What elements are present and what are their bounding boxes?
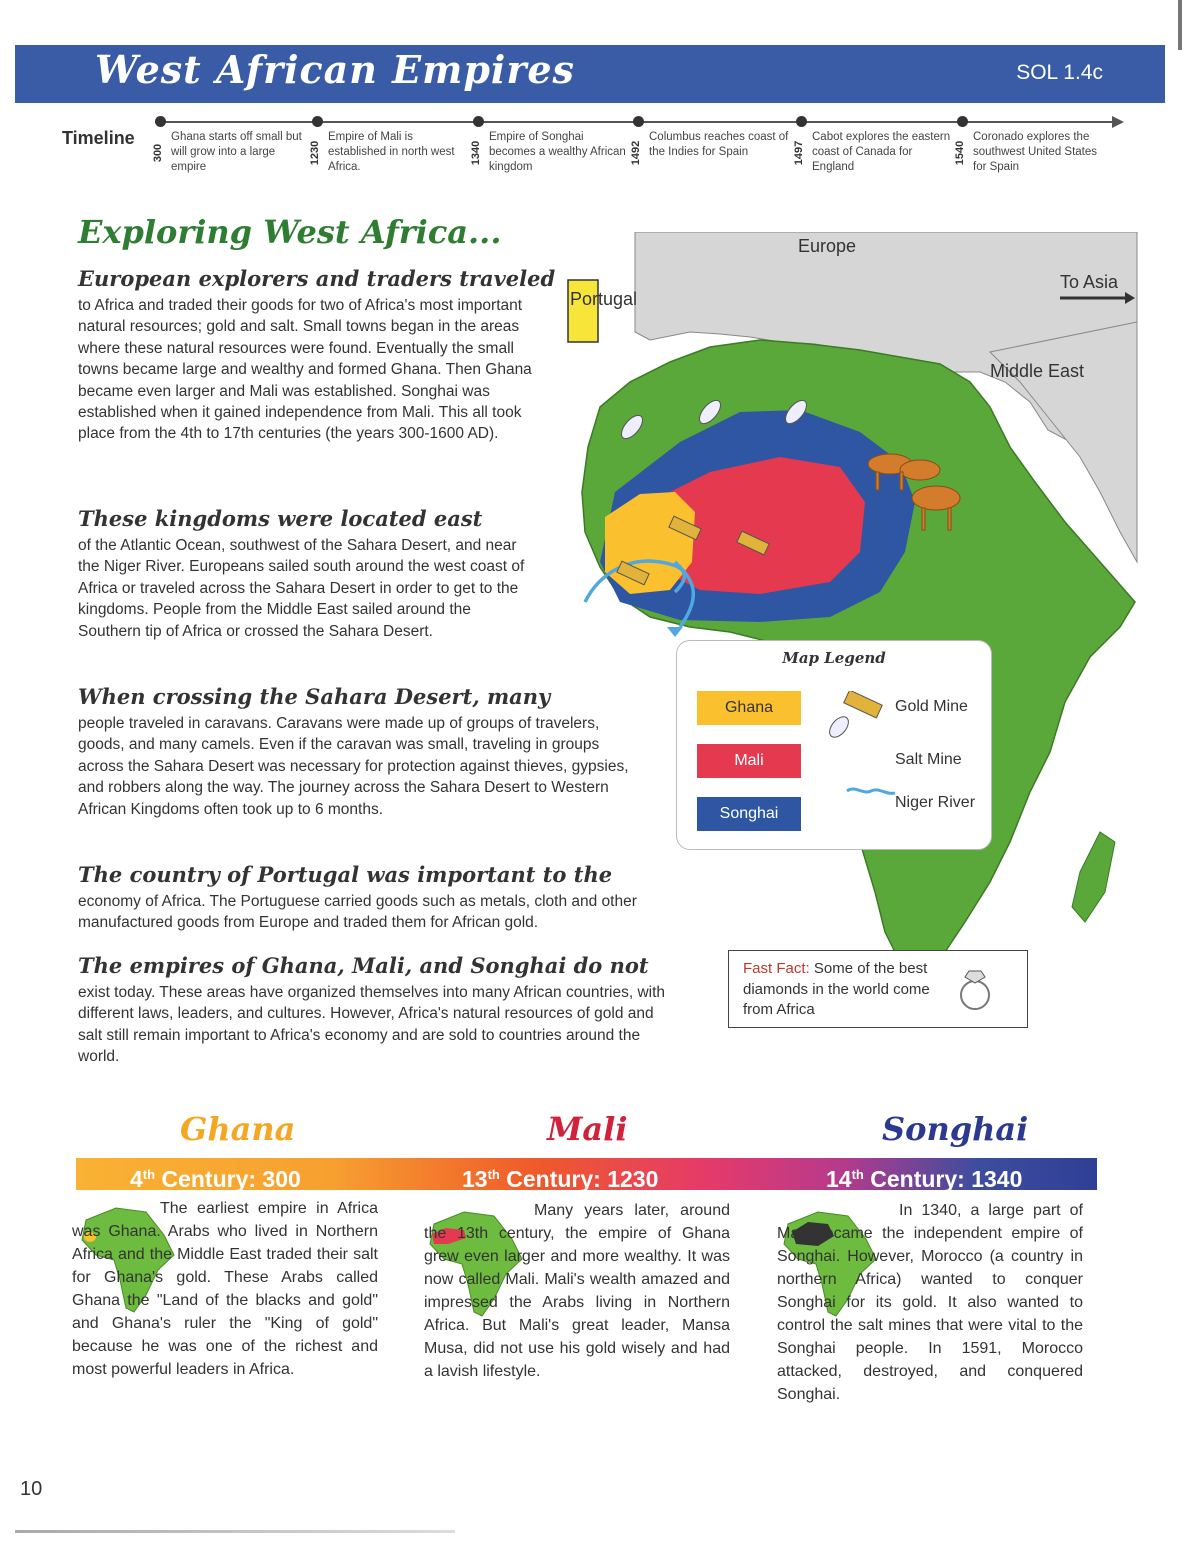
legend-ghana-swatch: Ghana (697, 691, 801, 725)
paragraph-heading: When crossing the Sahara Desert, many (78, 684, 551, 709)
paragraph-heading: The country of Portugal was important to the (78, 862, 613, 887)
timeline-dot (796, 116, 807, 127)
paragraph-body: exist today. These areas have organized themselves into many African countries, with different laws, leaders, and cultures. However, Africa's natural resources of gold and salt still remain important to Africa's economy and are sold to countries around the world. (78, 984, 666, 1066)
paragraph-heading: The empires of Ghana, Mali, and Songhai do not (78, 953, 649, 978)
paragraph-body: economy of Africa. The Portuguese carried goods such as metals, cloth and other manufactured goods from Europe and traded them for African gold. (78, 893, 637, 932)
timeline-label: Timeline (62, 128, 135, 148)
fast-fact-box (728, 950, 1028, 1028)
timeline-year: 300 (152, 143, 164, 163)
timeline-event-text: Empire of Mali is established in north west Africa. (328, 131, 455, 173)
map-legend (676, 640, 992, 850)
legend-icons (827, 691, 895, 831)
niger-river-icon (847, 789, 895, 793)
sol-code: SOL 1.4c (1016, 61, 1103, 84)
empire-heading-mali: Mali (547, 1110, 628, 1148)
map-label-middle-east: Middle East (990, 361, 1085, 381)
map-label-to-asia: To Asia (1060, 272, 1119, 292)
legend-title: Map Legend (782, 649, 886, 667)
timeline-dot (957, 116, 968, 127)
timeline-dot (155, 116, 166, 127)
africa-map-svg (560, 232, 1140, 1022)
timeline-dot (312, 116, 323, 127)
ghana-text: The earliest empire in Africa was Ghana. Arabs who lived in Northern Africa and the Middle East traded their salt for Ghana's gold. These Arabs called Ghana the "Land of the blacks and gold" and Ghana's ruler the "King of gold" because he was one of the richest and most powerful leaders in Africa. (72, 1200, 378, 1378)
header-bar (15, 45, 1165, 103)
page-title: West African Empires (95, 47, 575, 92)
empire-heading-ghana: Ghana (180, 1110, 296, 1148)
timeline-year: 1492 (630, 140, 642, 166)
timeline-event-text: Columbus reaches coast of the Indies for Spain (649, 131, 789, 158)
century-mali: 13th Century: 1230 (462, 1166, 659, 1192)
map-label-portugal: Portugal (570, 289, 638, 309)
timeline-year: 1497 (793, 140, 805, 166)
timeline-dot (473, 116, 484, 127)
timeline-event-text: Cabot explores the eastern coast of Canada for England (812, 131, 951, 173)
paragraph-explorers (78, 266, 556, 445)
timeline-dot (633, 116, 644, 127)
timeline-year: 1540 (954, 140, 966, 166)
river-arrow-icon (667, 627, 683, 637)
timeline-event-text: Ghana starts off small but will grow into a large empire (171, 131, 302, 173)
map-label-europe: Europe (798, 236, 857, 256)
scan-mark (1178, 0, 1182, 50)
timeline-arrow-icon (1112, 116, 1124, 128)
fast-fact-text: Fast Fact: Some of the best diamonds in the world come from Africa (743, 960, 930, 1018)
paragraph-heading: These kingdoms were located east (78, 506, 483, 531)
timeline-event-text: Coronado explores the southwest United States for Spain (973, 131, 1098, 173)
empire-heading-songhai: Songhai (882, 1110, 1029, 1148)
paragraph-body: people traveled in caravans. Caravans were made up of groups of travelers, goods, and many camels. Even if the caravan was small, traveling in groups across the Sahara Desert was necessary for protection against thieves, gypsies, and robbers along the way. The journey across the Sahara Desert to Western African Kingdoms often took up to 6 months. (78, 715, 629, 818)
century-ghana: 4th Century: 300 (130, 1166, 301, 1192)
songhai-text: In 1340, a large part of Mali became the independent empire of Songhai. However, Morocco (a country in northern Africa) wanted to conquer Songhai for its gold. It also wanted to control the salt mines that were vital to the Songhai people. In 1591, Morocco attacked, destroyed, and conquered Songhai. (777, 1202, 1083, 1403)
africa-map (560, 232, 1140, 1022)
fast-fact-label: Fast Fact: (743, 960, 810, 977)
mali-text: Many years later, around the 13th century, the empire of Ghana grew even larger and more wealthy. It was now called Mali. Mali's wealth amazed and impressed the Arabs living in Northern Africa. But Mali's great leader, Mansa Musa, did not use his gold wisely and had a lavish lifestyle. (424, 1202, 730, 1380)
timeline-year: 1230 (309, 140, 321, 166)
legend-gold-mine: Gold Mine (895, 698, 968, 715)
gold-mine-icon (844, 691, 883, 718)
timeline-event-text: Empire of Songhai becomes a wealthy African kingdom (489, 131, 626, 173)
legend-songhai-swatch: Songhai (697, 797, 801, 831)
page-number: 10 (20, 1478, 43, 1500)
section-title: Exploring West Africa... (78, 213, 502, 251)
paragraph-heading: European explorers and traders traveled (78, 266, 556, 291)
legend-niger-river: Niger River (895, 794, 976, 811)
bottom-rule (15, 1530, 455, 1533)
madagascar-land (1072, 832, 1115, 922)
paragraph-location (78, 506, 528, 642)
timeline-year: 1340 (470, 140, 482, 166)
paragraph-body: to Africa and traded their goods for two of Africa's most important natural resources; gold and salt. Small towns began in the areas where these natural resources were found. Eventually the small towns became large and wealthy and formed Ghana. Then Ghana became even larger and Mali was established. Songhai was established when it gained independence from Mali. This all took place from the 4th to 17th centuries (the years 300-1600 AD). (78, 297, 532, 443)
diamond-ring-icon (957, 965, 993, 1013)
paragraph-body: of the Atlantic Ocean, southwest of the Sahara Desert, and near the Niger River. Europeans sailed south around the west coast of Africa or traveled across the Sahara Desert in order to get to the kingdoms. People from the Middle East sailed around the Southern tip of Africa or crossed the Sahara Desert. (78, 537, 525, 640)
century-songhai: 14th Century: 1340 (826, 1166, 1023, 1192)
salt-mine-icon (827, 713, 852, 740)
legend-mali-swatch: Mali (697, 744, 801, 778)
legend-salt-mine: Salt Mine (895, 751, 962, 768)
